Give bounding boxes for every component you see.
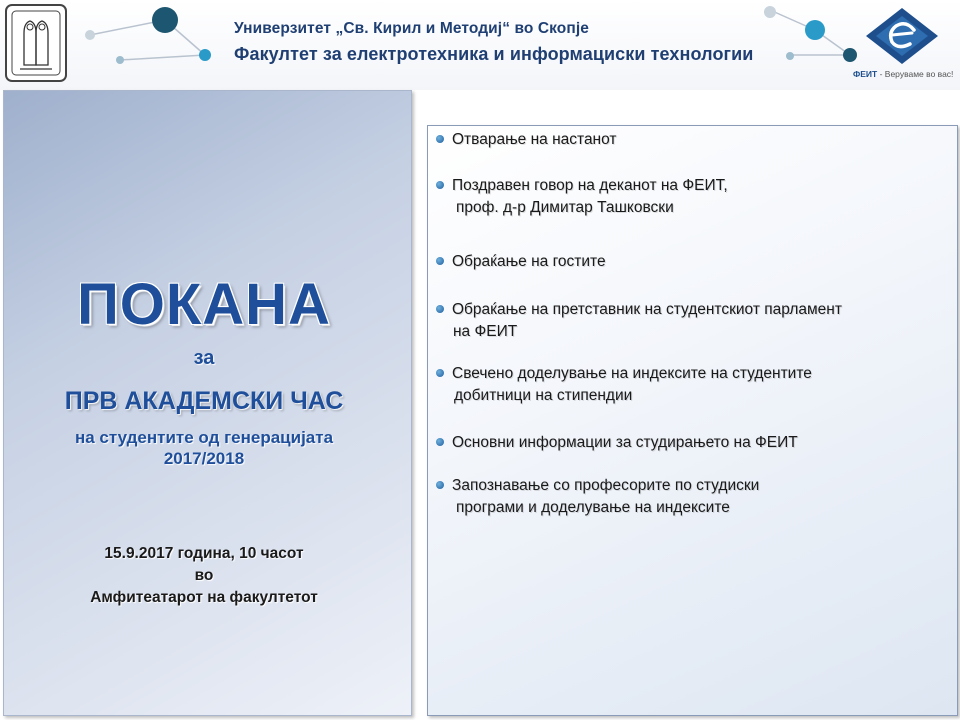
agenda-item-text: Отварање на настанот xyxy=(452,131,617,148)
agenda-item-text: Поздравен говор на деканот на ФЕИТ, xyxy=(452,177,728,194)
event-venue: Амфитеатарот на факултетот xyxy=(90,589,318,606)
agenda-item-text: Основни информации за студирањето на ФЕИТ xyxy=(452,434,798,451)
agenda-item xyxy=(436,475,759,519)
event-details xyxy=(4,543,404,609)
agenda-item xyxy=(436,251,606,273)
bullet-icon xyxy=(436,257,444,265)
agenda-item-continuation: програми и доделување на индексите xyxy=(456,499,730,516)
agenda-item-text: Обраќање на гостите xyxy=(452,253,606,270)
agenda-item xyxy=(436,175,728,219)
invitation-title: ПОКАНА xyxy=(77,272,331,337)
agenda-item xyxy=(436,363,812,407)
bullet-icon xyxy=(436,135,444,143)
audience-line-2: 2017/2018 xyxy=(163,449,245,468)
agenda-item xyxy=(436,299,842,343)
agenda-item-text: Свечено доделување на индексите на студентите xyxy=(452,365,812,382)
event-audience xyxy=(4,427,404,469)
invitation-panel xyxy=(3,90,412,716)
event-date: 15.9.2017 година, 10 часот xyxy=(104,545,304,562)
feit-logo-icon xyxy=(864,6,940,66)
event-at: во xyxy=(194,567,214,584)
university-name: Универзитет „Св. Кирил и Методиј“ во Скопје xyxy=(234,20,589,37)
logo-tagline xyxy=(853,69,953,79)
logo-tagline-text: - Веруваме во вас! xyxy=(877,69,954,79)
agenda-item xyxy=(436,129,617,151)
bullet-icon xyxy=(436,305,444,313)
agenda-panel xyxy=(427,125,958,716)
faculty-name: Факултет за електротехника и информациски технологии xyxy=(234,44,754,64)
agenda-item-text: Запознавање со професорите по студиски xyxy=(452,477,760,494)
invitation-for: за xyxy=(193,347,215,369)
agenda-item-text: Обраќање на претставник на студентскиот парламент xyxy=(452,301,842,318)
agenda-item xyxy=(436,432,798,454)
header-banner xyxy=(0,0,960,90)
audience-line-1: на студентите од генерацијата xyxy=(74,428,334,447)
agenda-item-continuation: добитници на стипендии xyxy=(454,387,633,404)
bullet-icon xyxy=(436,369,444,377)
bullet-icon xyxy=(436,481,444,489)
event-name: ПРВ АКАДЕМСКИ ЧАС xyxy=(64,387,344,415)
university-seal-icon xyxy=(4,3,68,83)
agenda-item-continuation: проф. д-р Димитар Ташковски xyxy=(456,199,674,216)
logo-tagline-brand: ФЕИТ xyxy=(853,69,878,79)
agenda-item-continuation: на ФЕИТ xyxy=(453,323,518,340)
bullet-icon xyxy=(436,438,444,446)
bullet-icon xyxy=(436,181,444,189)
